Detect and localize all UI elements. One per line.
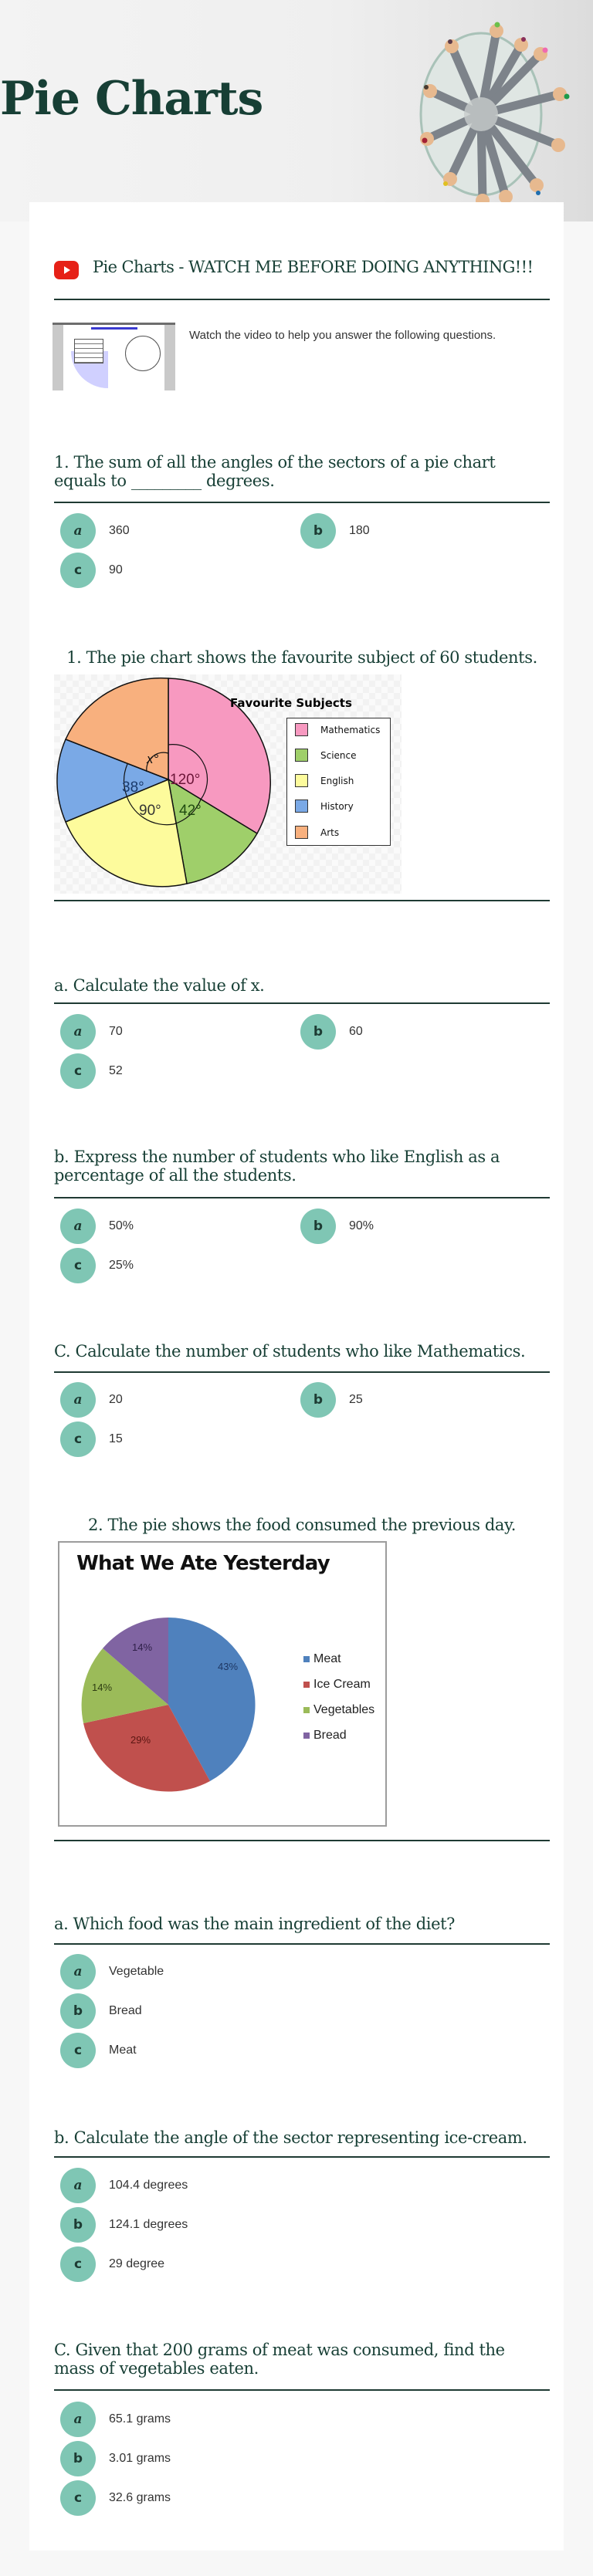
option-a[interactable] [60,1954,164,1989]
youtube-play-icon[interactable] [54,261,79,279]
slice-label-bread: 14% [132,1641,153,1653]
option-letter-badge: b [300,1209,336,1244]
option-letter-badge: b [60,2207,96,2243]
thumbnail-slide [63,325,164,390]
legend-swatch [295,774,308,787]
option-b[interactable] [60,1993,142,2029]
thumbnail-pie-circle [125,336,161,371]
divider [54,1371,550,1373]
slice-label-history: 38° [122,779,144,796]
legend-swatch [295,800,308,813]
option-text: 52 [109,1064,123,1077]
divider [54,1002,550,1004]
option-c[interactable] [60,2480,171,2516]
slice-label-meat: 43% [218,1661,239,1672]
option-text: Vegetable [109,1965,164,1978]
legend-item [295,723,380,736]
legend-swatch [295,723,308,736]
video-thumbnail[interactable] [53,323,175,390]
divider [54,502,550,503]
option-b[interactable] [300,513,370,549]
option-letter-badge: a [60,2168,96,2203]
legend-item [295,800,354,813]
legend-item [303,1722,374,1748]
option-letter-badge: b [300,513,336,549]
option-text: 124.1 degrees [109,2218,188,2231]
slice-label-ice-cream: 29% [130,1734,151,1746]
option-letter-badge: b [300,1014,336,1050]
option-text: Bread [109,2004,142,2017]
option-text: 25% [109,1259,134,1272]
thumbnail-table [74,339,103,363]
legend-label: Arts [320,827,340,838]
option-a[interactable] [60,513,130,549]
slice-label-arts: x° [147,752,159,766]
legend-item [295,749,357,762]
option-text: 104.4 degrees [109,2179,188,2192]
divider [54,299,550,300]
pencil-cup-image [390,8,575,210]
legend-label: History [320,800,354,812]
option-text: 65.1 grams [109,2412,171,2426]
question-heading: b. Calculate the angle of the sector representing ice-cream. [54,2128,527,2147]
legend-swatch [295,826,308,839]
option-letter-badge: c [60,1248,96,1283]
option-letter-badge: a [60,1014,96,1050]
chart2-heading: 2. The pie shows the food consumed the previous day. [87,1516,516,1534]
thumbnail-title-bar [91,327,137,330]
question-heading: a. Which food was the main ingredient of the diet? [54,1915,456,1933]
option-text: 50% [109,1219,134,1232]
option-a[interactable] [60,1209,134,1244]
option-letter-badge: b [60,2441,96,2476]
option-text: 360 [109,524,130,537]
option-letter-badge: c [60,2480,96,2516]
legend-swatch [303,1733,310,1739]
option-letter-badge: b [300,1382,336,1418]
option-a[interactable] [60,2402,171,2437]
option-text: Meat [109,2044,137,2057]
option-text: 25 [349,1393,363,1406]
video-title[interactable]: Pie Charts - WATCH ME BEFORE DOING ANYTHING!!! [93,258,534,276]
legend-label: Bread [313,1728,347,1742]
option-c[interactable] [60,2246,164,2282]
option-c[interactable] [60,2033,137,2068]
option-c[interactable] [60,1053,123,1089]
legend-item [303,1672,374,1697]
option-text: 3.01 grams [109,2452,171,2465]
option-text: 90 [109,563,123,576]
option-b[interactable] [60,2441,171,2476]
option-letter-badge: a [60,1382,96,1418]
legend-swatch [303,1707,310,1713]
option-text: 60 [349,1025,363,1038]
option-letter-badge: c [60,1053,96,1089]
video-description: Watch the video to help you answer the following questions. [189,329,496,342]
option-letter-badge: c [60,553,96,588]
legend-item [303,1646,374,1672]
question-heading: 1. The sum of all the angles of the sectors of a pie chart equals to _________ degrees. [54,453,496,490]
option-letter-badge: b [60,1993,96,2029]
legend-label: English [320,775,354,786]
chart1-heading: 1. The pie chart shows the favourite subject of 60 students. [66,648,537,667]
divider [54,1197,550,1198]
question-heading: a. Calculate the value of x. [54,976,265,995]
option-letter-badge: c [60,2033,96,2068]
option-a[interactable] [60,1382,123,1418]
option-c[interactable] [60,1248,134,1283]
option-c[interactable] [60,1422,123,1457]
worksheet-card [29,202,564,2551]
option-letter-badge: c [60,2246,96,2282]
slice-label-mathematics: 120° [170,772,201,788]
option-b[interactable] [300,1382,363,1418]
legend-item [295,774,354,787]
question-heading: b. Express the number of students who like English as a percentage of all the students. [54,1148,500,1185]
option-text: 32.6 grams [109,2491,171,2504]
slice-label-english: 90° [139,803,161,819]
header-banner [0,0,593,221]
option-letter-badge: a [60,1209,96,1244]
option-text: 29 degree [109,2257,165,2270]
chart-legend [303,1646,374,1748]
question-heading: C. Given that 200 grams of meat was consumed, find the mass of vegetables eaten. [54,2341,505,2378]
slice-label-vegetables: 14% [92,1682,113,1693]
chart-title: Favourite Subjects [230,696,352,710]
slice-label-science: 42° [179,803,202,819]
divider [54,2156,550,2158]
option-a[interactable] [60,1014,123,1050]
option-letter-badge: a [60,2402,96,2437]
option-text: 70 [109,1025,123,1038]
legend-swatch [303,1682,310,1688]
legend-label: Ice Cream [313,1677,371,1691]
option-a[interactable] [60,2168,188,2203]
option-letter-badge: c [60,1422,96,1457]
divider [54,1943,550,1945]
legend-swatch [303,1656,310,1662]
legend-label: Vegetables [313,1702,375,1716]
option-text: 20 [109,1393,123,1406]
divider [54,1840,550,1841]
what-we-ate-chart [58,1541,387,1827]
legend-swatch [295,749,308,762]
option-letter-badge: a [60,513,96,549]
question-heading: C. Calculate the number of students who like Mathematics. [54,1342,526,1361]
legend-label: Science [320,749,357,761]
option-letter-badge: a [60,1954,96,1989]
chart-title: What We Ate Yesterday [76,1552,330,1575]
chart-legend [286,718,391,846]
page-title: Pie Charts [0,72,263,126]
option-text: 180 [349,524,370,537]
legend-item [303,1697,374,1722]
favourite-subjects-chart [54,674,402,894]
option-b[interactable] [60,2207,188,2243]
divider [54,2389,550,2391]
legend-label: Meat [313,1651,341,1665]
option-b[interactable] [300,1014,363,1050]
option-b[interactable] [300,1209,374,1244]
divider [54,900,550,901]
option-text: 90% [349,1219,374,1232]
option-c[interactable] [60,553,123,588]
option-text: 15 [109,1432,123,1445]
legend-label: Mathematics [320,724,381,735]
legend-item [295,826,339,839]
